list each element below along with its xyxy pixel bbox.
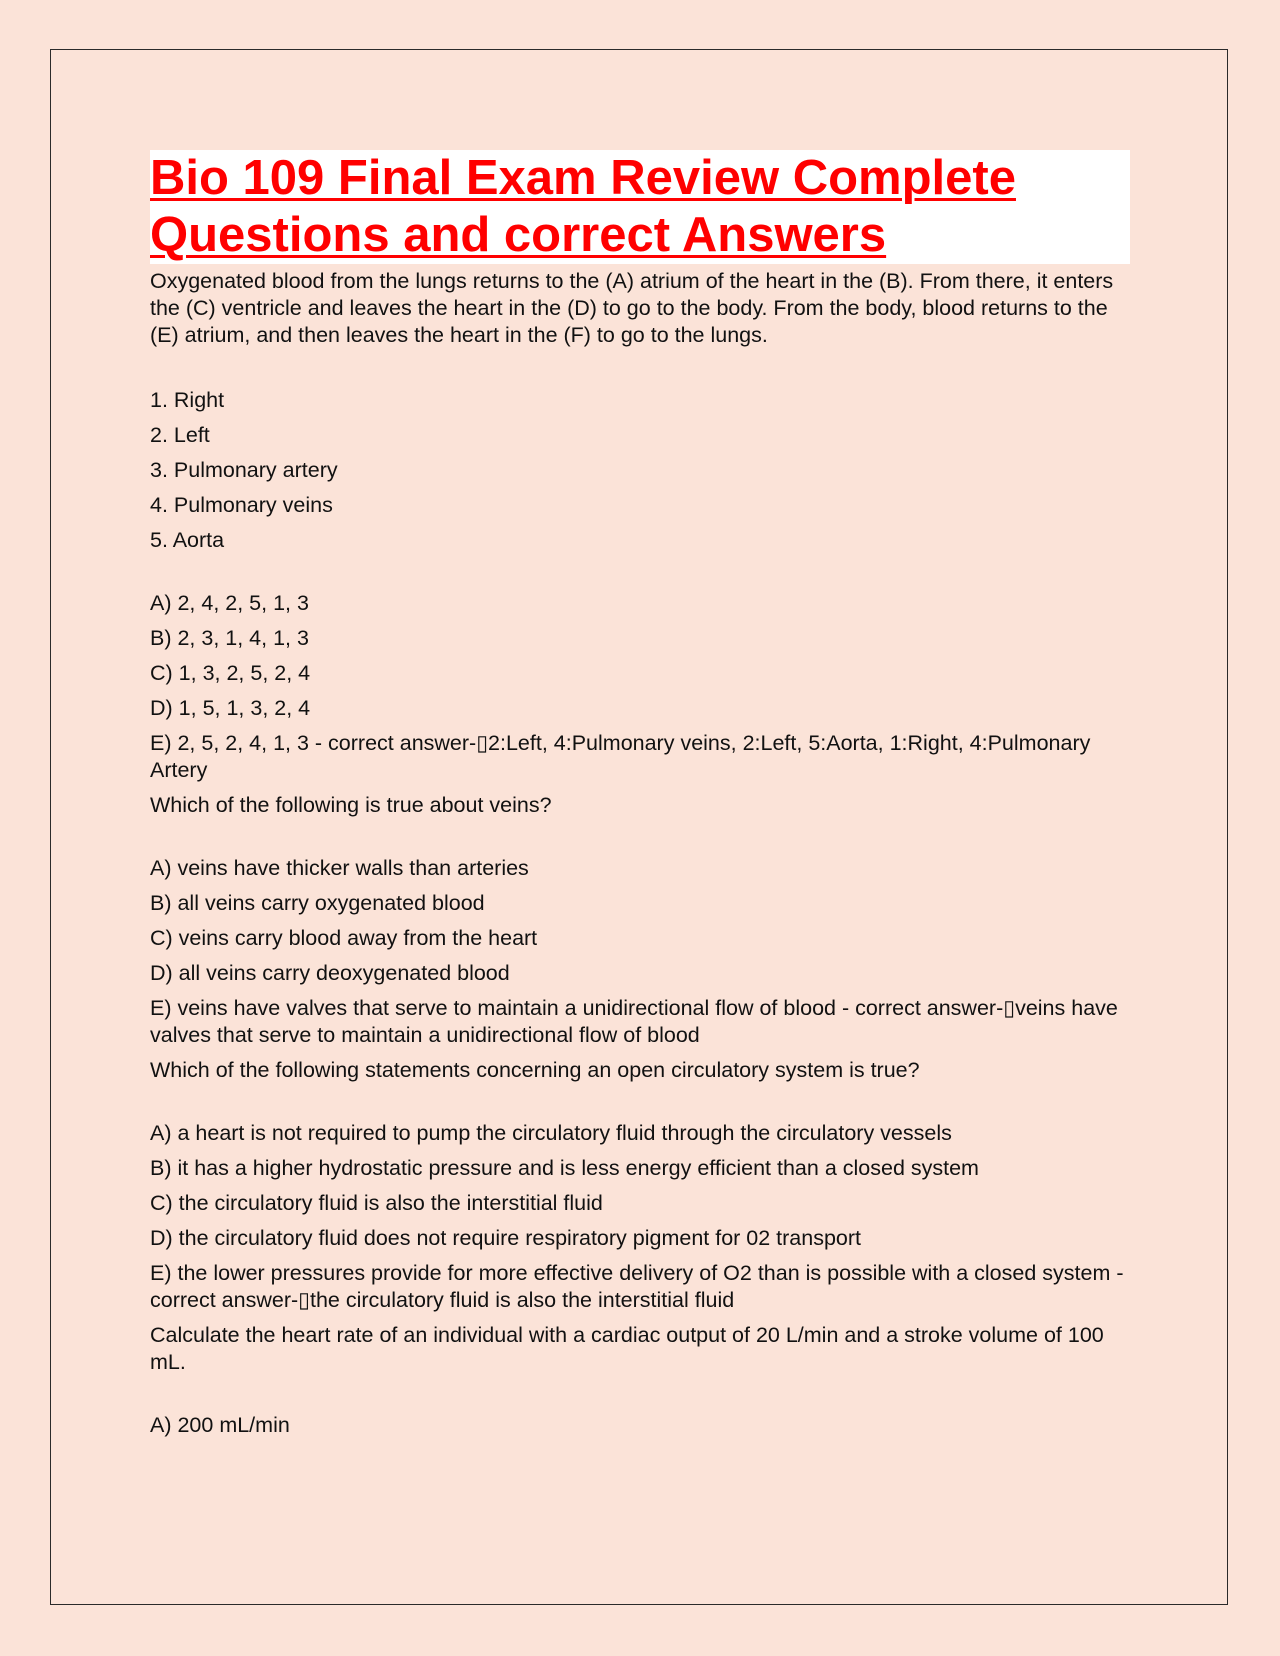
answer-option: D) the circulatory fluid does not require respiratory pigment for 02 transport <box>150 1226 862 1250</box>
term-item: 3. Pulmonary artery <box>150 458 338 482</box>
document-content <box>150 150 1130 1447</box>
question-4-prompt: Calculate the heart rate of an individual with a cardiac output of 20 L/min and a stroke volume of 100 mL. <box>150 1323 1110 1374</box>
answer-option: A) 2, 4, 2, 5, 1, 3 <box>150 591 309 615</box>
answer-option-correct: E) veins have valves that serve to maintain a unidirectional flow of blood - correct answer-▯veins have valves that serve to maintain a unidirectional flow of blood <box>150 996 1124 1047</box>
question-2-prompt: Which of the following is true about veins? <box>150 793 552 817</box>
term-item: 4. Pulmonary veins <box>150 493 333 517</box>
answer-option: B) it has a higher hydrostatic pressure and is less energy efficient than a closed system <box>150 1156 979 1180</box>
term-item: 5. Aorta <box>150 528 225 552</box>
answer-option: A) a heart is not required to pump the circulatory fluid through the circulatory vessels <box>150 1121 952 1145</box>
answer-option: C) 1, 3, 2, 5, 2, 4 <box>150 661 311 685</box>
answer-option: A) veins have thicker walls than arteries <box>150 856 529 880</box>
document-title <box>150 150 1130 264</box>
answer-option: C) veins carry blood away from the heart <box>150 926 538 950</box>
answer-option: D) 1, 5, 1, 3, 2, 4 <box>150 696 311 720</box>
title-line-1: Bio 109 Final Exam Review Complete <box>150 151 1016 205</box>
answer-option: A) 200 mL/min <box>150 1413 290 1437</box>
question-3-prompt: Which of the following statements concerning an open circulatory system is true? <box>150 1058 920 1082</box>
question-1-prompt: Oxygenated blood from the lungs returns to the (A) atrium of the heart in the (B). From there, it enters the (C) ventricle and leaves the heart in the (D) to go to the body. From the body, blood returns to the (E) atrium, and then leaves the heart in the (F) to go to the lungs. <box>150 269 1120 347</box>
answer-option: D) all veins carry deoxygenated blood <box>150 961 510 985</box>
term-item: 1. Right <box>150 388 225 412</box>
term-item: 2. Left <box>150 423 210 447</box>
answer-option-correct: E) the lower pressures provide for more effective delivery of O2 than is possible with a closed system - correct answer-▯the circulatory fluid is also the interstitial fluid <box>150 1261 1130 1312</box>
answer-option: B) all veins carry oxygenated blood <box>150 891 485 915</box>
answer-option: C) the circulatory fluid is also the interstitial fluid <box>150 1191 603 1215</box>
title-line-2: Questions and correct Answers <box>150 208 887 262</box>
answer-option-correct: E) 2, 5, 2, 4, 1, 3 - correct answer-▯2:Left, 4:Pulmonary veins, 2:Left, 5:Aorta, 1:Right, 4:Pulmonary Artery <box>150 731 1096 782</box>
answer-option: B) 2, 3, 1, 4, 1, 3 <box>150 626 309 650</box>
